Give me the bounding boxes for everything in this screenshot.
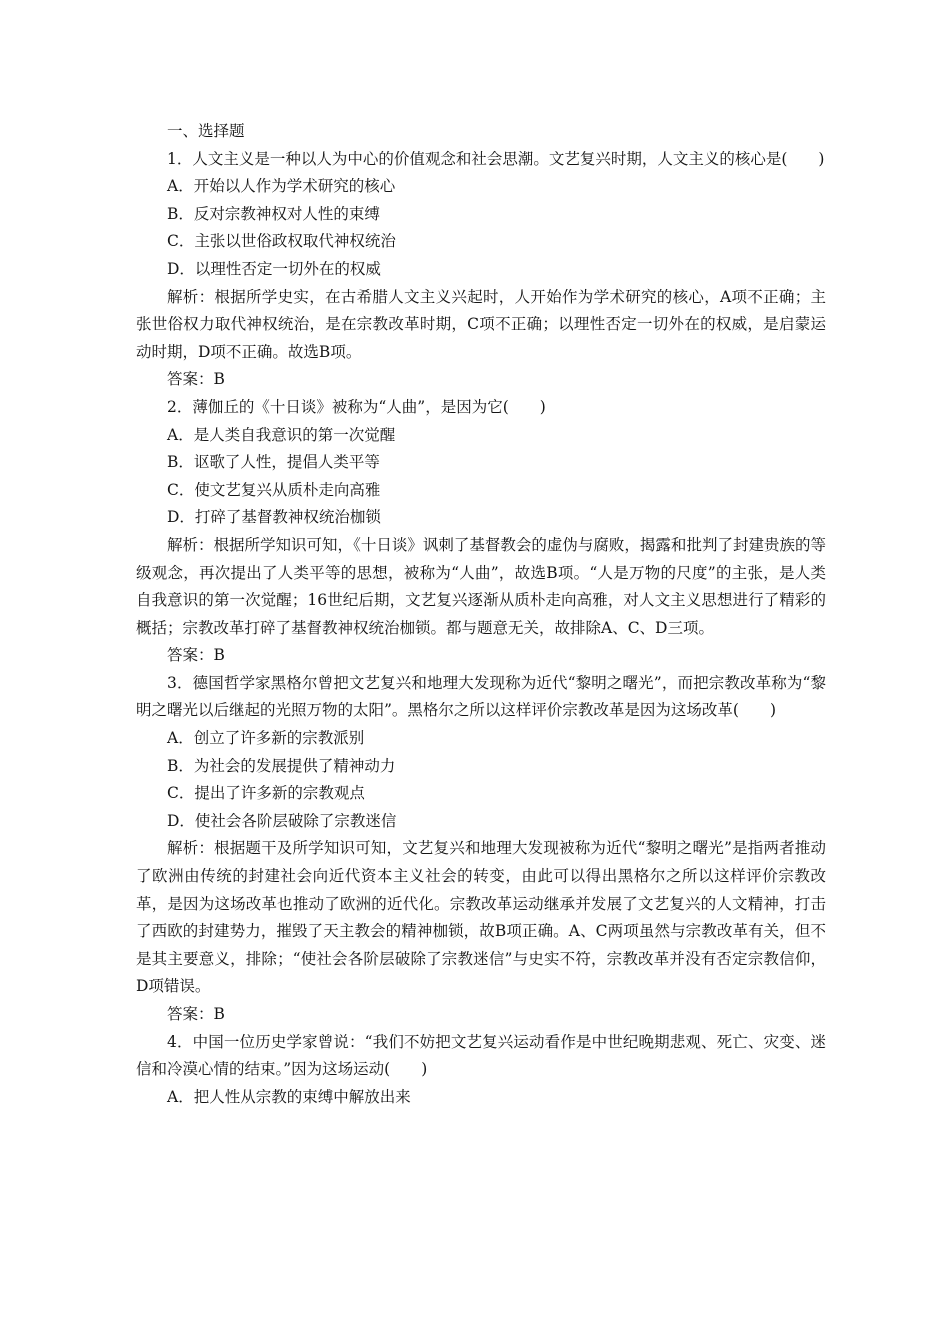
option-b: B．讴歌了人性，提倡人类平等 bbox=[167, 453, 380, 472]
option-c: C．提出了许多新的宗教观点 bbox=[167, 784, 365, 803]
option-d: D．以理性否定一切外在的权威 bbox=[167, 259, 381, 278]
question-stem: 2．薄伽丘的《十日谈》被称为“人曲”，是因为它( ) bbox=[167, 397, 546, 416]
option-b: B．为社会的发展提供了精神动力 bbox=[167, 756, 396, 775]
question-4 bbox=[136, 1029, 826, 1112]
question-stem: 1．人文主义是一种以人为中心的价值观念和社会思潮。文艺复兴时期，人文主义的核心是( ) bbox=[167, 149, 825, 168]
question-2 bbox=[136, 394, 826, 670]
option-d: D．打碎了基督教神权统治枷锁 bbox=[167, 508, 381, 527]
document-page bbox=[136, 118, 826, 1111]
question-1 bbox=[136, 146, 826, 394]
question-stem: 4．中国一位历史学家曾说：“我们不妨把文艺复兴运动看作是中世纪晚期悲观、死亡、灾变、迷信和冷漠心情的结束。”因为这场运动( ) bbox=[136, 1032, 826, 1079]
option-c: C．使文艺复兴从质朴走向高雅 bbox=[167, 480, 381, 499]
option-b: B．反对宗教神权对人性的束缚 bbox=[167, 204, 380, 223]
question-stem: 3．德国哲学家黑格尔曾把文艺复兴和地理大发现称为近代“黎明之曙光”，而把宗教改革称为“黎明之曙光以后继起的光照万物的太阳”。黑格尔之所以这样评价宗教改革是因为这场改革( ) bbox=[136, 673, 826, 720]
option-a: A．是人类自我意识的第一次觉醒 bbox=[167, 425, 396, 444]
answer: 答案：B bbox=[167, 370, 225, 389]
option-a: A．创立了许多新的宗教派别 bbox=[167, 729, 365, 748]
option-d: D．使社会各阶层破除了宗教迷信 bbox=[167, 811, 397, 830]
option-c: C．主张以世俗政权取代神权统治 bbox=[167, 232, 396, 251]
option-a: A．把人性从宗教的束缚中解放出来 bbox=[167, 1087, 411, 1106]
analysis: 解析：根据所学知识可知，《十日谈》讽刺了基督教会的虚伪与腐败，揭露和批判了封建贵族的等级观念，再次提出了人类平等的思想，被称为“人曲”，故选B项。“人是万物的尺度”的主张，是人类自我意识的第一次觉醒；16世纪后期，文艺复兴逐渐从质朴走向高雅，对人文主义思想进行了精彩的概括；宗教改革打碎了基督教神权统治枷锁。都与题意无关，故排除A、C、D三项。 bbox=[136, 535, 826, 637]
analysis: 解析：根据所学史实，在古希腊人文主义兴起时，人开始作为学术研究的核心，A项不正确；主张世俗权力取代神权统治，是在宗教改革时期，C项不正确；以理性否定一切外在的权威，是启蒙运动时期，D项不正确。故选B项。 bbox=[136, 287, 826, 361]
question-3 bbox=[136, 670, 826, 1029]
answer: 答案：B bbox=[167, 646, 225, 665]
analysis: 解析：根据题干及所学知识可知，文艺复兴和地理大发现被称为近代“黎明之曙光”是指两者推动了欧洲由传统的封建社会向近代资本主义社会的转变，由此可以得出黑格尔之所以这样评价宗教改革，是因为这场改革也推动了欧洲的近代化。宗教改革运动继承并发展了文艺复兴的人文精神，打击了西欧的封建势力，摧毁了天主教会的精神枷锁，故B项正确。A、C两项虽然与宗教改革有关，但不是其主要意义，排除；“使社会各阶层破除了宗教迷信”与史实不符，宗教改革并没有否定宗教信仰，D项错误。 bbox=[136, 839, 826, 996]
section-title: 一、选择题 bbox=[167, 122, 245, 140]
option-a: A．开始以人作为学术研究的核心 bbox=[167, 177, 396, 196]
answer: 答案：B bbox=[167, 1005, 225, 1023]
